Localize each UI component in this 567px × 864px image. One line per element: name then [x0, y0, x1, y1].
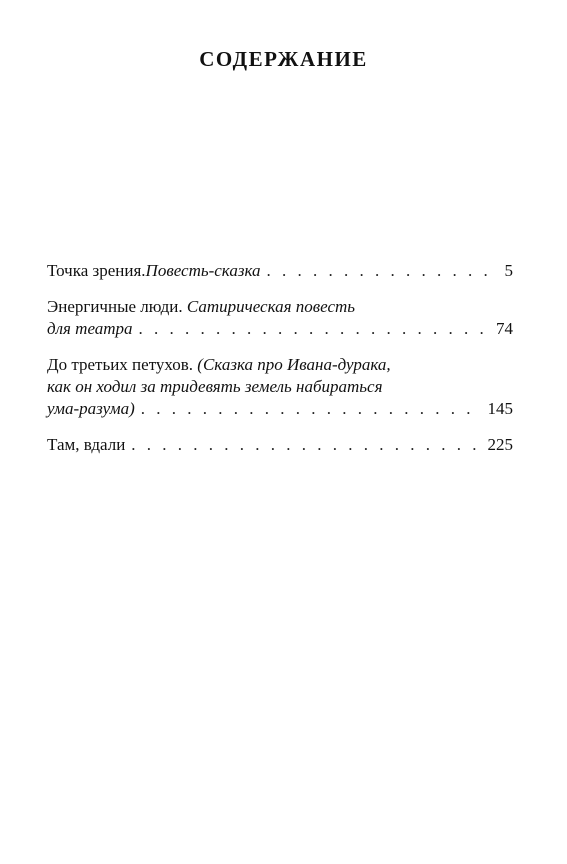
toc-entry-title: Точка зрения. — [47, 261, 146, 280]
toc-entry-subtitle-continued: для театра — [47, 319, 133, 338]
toc-entry-subtitle: Сатирическая повесть — [186, 297, 356, 316]
table-of-contents — [47, 260, 513, 470]
toc-entry-tam-vdali[interactable] — [47, 434, 513, 456]
toc-entry-title: Энергичные люди. — [47, 297, 187, 316]
toc-entry-page-number: 5 — [504, 261, 513, 280]
toc-entry-subtitle-continued: ума-разума) — [47, 399, 135, 418]
toc-entry-title: Там, вдали — [47, 435, 126, 454]
dot-leader — [141, 398, 482, 420]
toc-entry-energichnye-lyudi[interactable] — [47, 296, 513, 340]
dot-leader — [266, 260, 498, 282]
dot-leader — [131, 434, 481, 456]
toc-entry-page-number: 225 — [487, 435, 513, 454]
toc-entry-page-number: 74 — [496, 319, 513, 338]
toc-entry-title: До третьих петухов. — [47, 355, 198, 374]
toc-entry-subtitle: Повесть-сказка — [145, 261, 261, 280]
toc-entry-subtitle-continued: как он ходил за тридевять земель набираться — [47, 377, 383, 396]
toc-entry-subtitle: (Сказка про Ивана-дурака, — [197, 355, 391, 374]
page-title: СОДЕРЖАНИЕ — [199, 47, 368, 71]
toc-entry-page-number: 145 — [487, 399, 513, 418]
dot-leader — [139, 318, 490, 340]
toc-entry-do-tretikh-petukhov[interactable] — [47, 354, 513, 420]
toc-entry-tochka-zreniya[interactable] — [47, 260, 513, 282]
